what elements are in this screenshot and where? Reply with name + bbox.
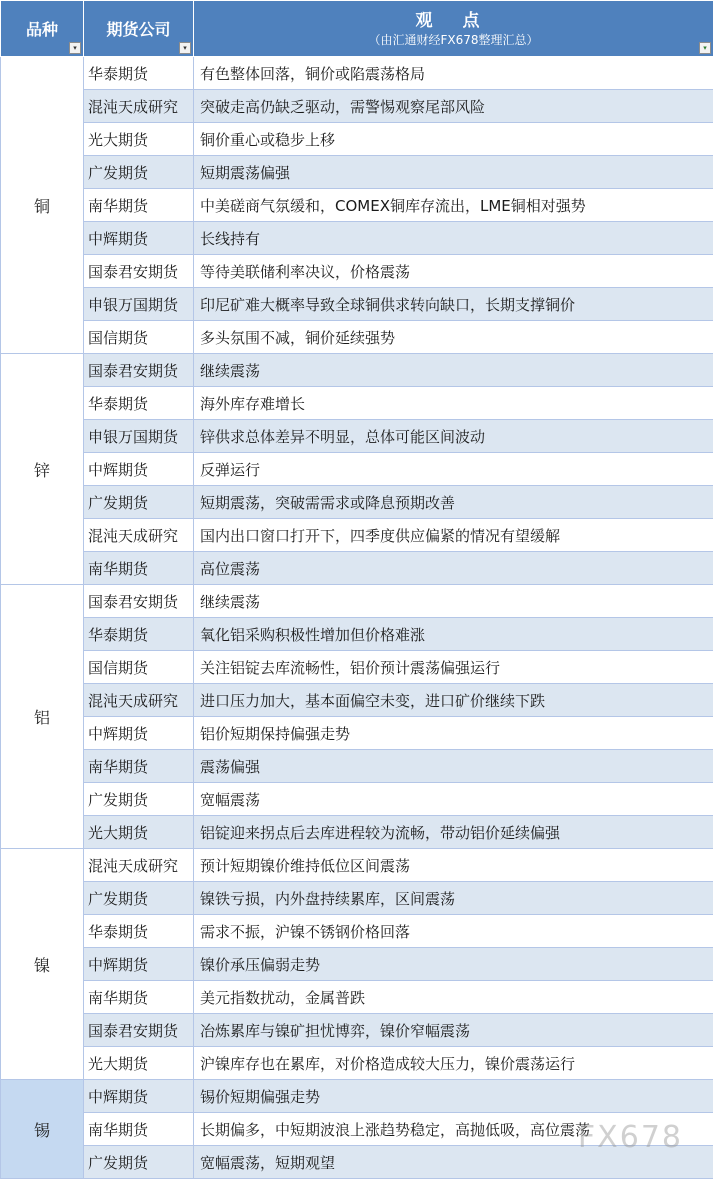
view-cell[interactable]: 海外库存难增长 xyxy=(194,387,713,420)
company-cell[interactable]: 广发期货 xyxy=(84,156,194,189)
view-cell[interactable]: 冶炼累库与镍矿担忧博弈，镍价窄幅震荡 xyxy=(194,1014,713,1047)
product-cell[interactable]: 锡 xyxy=(1,1080,84,1179)
company-cell[interactable]: 国泰君安期货 xyxy=(84,585,194,618)
view-cell[interactable]: 宽幅震荡，短期观望 xyxy=(194,1146,713,1179)
view-cell[interactable]: 沪镍库存也在累库，对价格造成较大压力，镍价震荡运行 xyxy=(194,1047,713,1080)
company-cell[interactable]: 申银万国期货 xyxy=(84,420,194,453)
company-cell[interactable]: 南华期货 xyxy=(84,552,194,585)
company-cell[interactable]: 华泰期货 xyxy=(84,618,194,651)
view-cell[interactable]: 印尼矿难大概率导致全球铜供求转向缺口，长期支撑铜价 xyxy=(194,288,713,321)
table-row xyxy=(1,1080,713,1113)
table-row xyxy=(1,783,713,816)
table-row xyxy=(1,816,713,849)
view-cell[interactable]: 预计短期镍价维持低位区间震荡 xyxy=(194,849,713,882)
table-row xyxy=(1,585,713,618)
company-cell[interactable]: 华泰期货 xyxy=(84,57,194,90)
table-row xyxy=(1,684,713,717)
product-cell[interactable]: 铜 xyxy=(1,57,84,354)
table-row xyxy=(1,552,713,585)
view-cell[interactable]: 震荡偏强 xyxy=(194,750,713,783)
company-cell[interactable]: 申银万国期货 xyxy=(84,288,194,321)
table-row xyxy=(1,486,713,519)
table-row xyxy=(1,156,713,189)
table-row xyxy=(1,750,713,783)
view-cell[interactable]: 突破走高仍缺乏驱动，需警惕观察尾部风险 xyxy=(194,90,713,123)
company-cell[interactable]: 国泰君安期货 xyxy=(84,354,194,387)
view-cell[interactable]: 中美磋商气氛缓和，COMEX铜库存流出，LME铜相对强势 xyxy=(194,189,713,222)
view-cell[interactable]: 短期震荡偏强 xyxy=(194,156,713,189)
view-cell[interactable]: 长期偏多，中短期波浪上涨趋势稳定，高抛低吸，高位震荡 xyxy=(194,1113,713,1146)
company-cell[interactable]: 国信期货 xyxy=(84,321,194,354)
header-view-title: 观 点 xyxy=(415,10,492,31)
table-row xyxy=(1,255,713,288)
view-cell[interactable]: 锡价短期偏强走势 xyxy=(194,1080,713,1113)
view-cell[interactable]: 铜价重心或稳步上移 xyxy=(194,123,713,156)
view-cell[interactable]: 宽幅震荡 xyxy=(194,783,713,816)
table-row xyxy=(1,288,713,321)
view-cell[interactable]: 关注铝锭去库流畅性，铝价预计震荡偏强运行 xyxy=(194,651,713,684)
product-cell[interactable]: 镍 xyxy=(1,849,84,1080)
company-cell[interactable]: 南华期货 xyxy=(84,189,194,222)
table-row xyxy=(1,651,713,684)
company-cell[interactable]: 光大期货 xyxy=(84,816,194,849)
company-cell[interactable]: 国泰君安期货 xyxy=(84,1014,194,1047)
view-cell[interactable]: 继续震荡 xyxy=(194,354,713,387)
view-cell[interactable]: 锌供求总体差异不明显，总体可能区间波动 xyxy=(194,420,713,453)
header-row xyxy=(1,1,713,57)
company-cell[interactable]: 广发期货 xyxy=(84,783,194,816)
header-product xyxy=(1,1,84,57)
company-cell[interactable]: 广发期货 xyxy=(84,1146,194,1179)
view-cell[interactable]: 氧化铝采购积极性增加但价格难涨 xyxy=(194,618,713,651)
table-row xyxy=(1,1047,713,1080)
company-cell[interactable]: 中辉期货 xyxy=(84,222,194,255)
view-cell[interactable]: 高位震荡 xyxy=(194,552,713,585)
company-cell[interactable]: 广发期货 xyxy=(84,882,194,915)
view-cell[interactable]: 铝锭迎来拐点后去库进程较为流畅，带动铝价延续偏强 xyxy=(194,816,713,849)
filter-active-icon[interactable]: ▾ xyxy=(699,42,711,54)
table-row xyxy=(1,222,713,255)
company-cell[interactable]: 混沌天成研究 xyxy=(84,90,194,123)
company-cell[interactable]: 中辉期货 xyxy=(84,717,194,750)
header-product-label: 品种 xyxy=(25,20,58,39)
view-cell[interactable]: 长线持有 xyxy=(194,222,713,255)
company-cell[interactable]: 广发期货 xyxy=(84,486,194,519)
company-cell[interactable]: 华泰期货 xyxy=(84,387,194,420)
company-cell[interactable]: 南华期货 xyxy=(84,1113,194,1146)
company-cell[interactable]: 光大期货 xyxy=(84,1047,194,1080)
view-cell[interactable]: 反弹运行 xyxy=(194,453,713,486)
view-cell[interactable]: 国内出口窗口打开下，四季度供应偏紧的情况有望缓解 xyxy=(194,519,713,552)
view-cell[interactable]: 铝价短期保持偏强走势 xyxy=(194,717,713,750)
product-cell[interactable]: 铝 xyxy=(1,585,84,849)
table-row xyxy=(1,1014,713,1047)
table-row xyxy=(1,354,713,387)
table-row xyxy=(1,717,713,750)
table-row xyxy=(1,948,713,981)
view-cell[interactable]: 镍铁亏损，内外盘持续累库，区间震荡 xyxy=(194,882,713,915)
company-cell[interactable]: 混沌天成研究 xyxy=(84,684,194,717)
company-cell[interactable]: 光大期货 xyxy=(84,123,194,156)
table-row xyxy=(1,123,713,156)
view-cell[interactable]: 需求不振，沪镍不锈钢价格回落 xyxy=(194,915,713,948)
table-row xyxy=(1,981,713,1014)
company-cell[interactable]: 混沌天成研究 xyxy=(84,519,194,552)
table-row xyxy=(1,387,713,420)
view-cell[interactable]: 短期震荡，突破需需求或降息预期改善 xyxy=(194,486,713,519)
table-row xyxy=(1,453,713,486)
company-cell[interactable]: 中辉期货 xyxy=(84,453,194,486)
header-view-subtitle: （由汇通财经FX678整理汇总） xyxy=(368,32,539,47)
filter-dropdown-icon[interactable]: ▾ xyxy=(69,42,81,54)
filter-dropdown-icon[interactable]: ▾ xyxy=(179,42,191,54)
table-row xyxy=(1,849,713,882)
view-cell[interactable]: 镍价承压偏弱走势 xyxy=(194,948,713,981)
company-cell[interactable]: 中辉期货 xyxy=(84,948,194,981)
company-cell[interactable]: 中辉期货 xyxy=(84,1080,194,1113)
table-row xyxy=(1,189,713,222)
view-cell[interactable]: 多头氛围不减，铜价延续强势 xyxy=(194,321,713,354)
company-cell[interactable]: 华泰期货 xyxy=(84,915,194,948)
view-cell[interactable]: 等待美联储利率决议，价格震荡 xyxy=(194,255,713,288)
table-row xyxy=(1,915,713,948)
product-cell[interactable]: 锌 xyxy=(1,354,84,585)
view-cell[interactable]: 美元指数扰动，金属普跌 xyxy=(194,981,713,1014)
company-cell[interactable]: 南华期货 xyxy=(84,750,194,783)
table-body xyxy=(1,57,713,1179)
company-cell[interactable]: 南华期货 xyxy=(84,981,194,1014)
company-cell[interactable]: 国信期货 xyxy=(84,651,194,684)
company-cell[interactable]: 国泰君安期货 xyxy=(84,255,194,288)
header-company-label: 期货公司 xyxy=(106,20,171,39)
view-cell[interactable]: 继续震荡 xyxy=(194,585,713,618)
table-row xyxy=(1,57,713,90)
table-row xyxy=(1,420,713,453)
header-company xyxy=(84,1,194,57)
table-row xyxy=(1,321,713,354)
table-row xyxy=(1,618,713,651)
watermark: FX678 xyxy=(577,1120,683,1155)
view-cell[interactable]: 进口压力加大，基本面偏空未变，进口矿价继续下跌 xyxy=(194,684,713,717)
table-row xyxy=(1,519,713,552)
company-cell[interactable]: 混沌天成研究 xyxy=(84,849,194,882)
table-row xyxy=(1,90,713,123)
view-cell[interactable]: 有色整体回落，铜价或陷震荡格局 xyxy=(194,57,713,90)
table-row xyxy=(1,882,713,915)
header-view xyxy=(194,1,713,57)
